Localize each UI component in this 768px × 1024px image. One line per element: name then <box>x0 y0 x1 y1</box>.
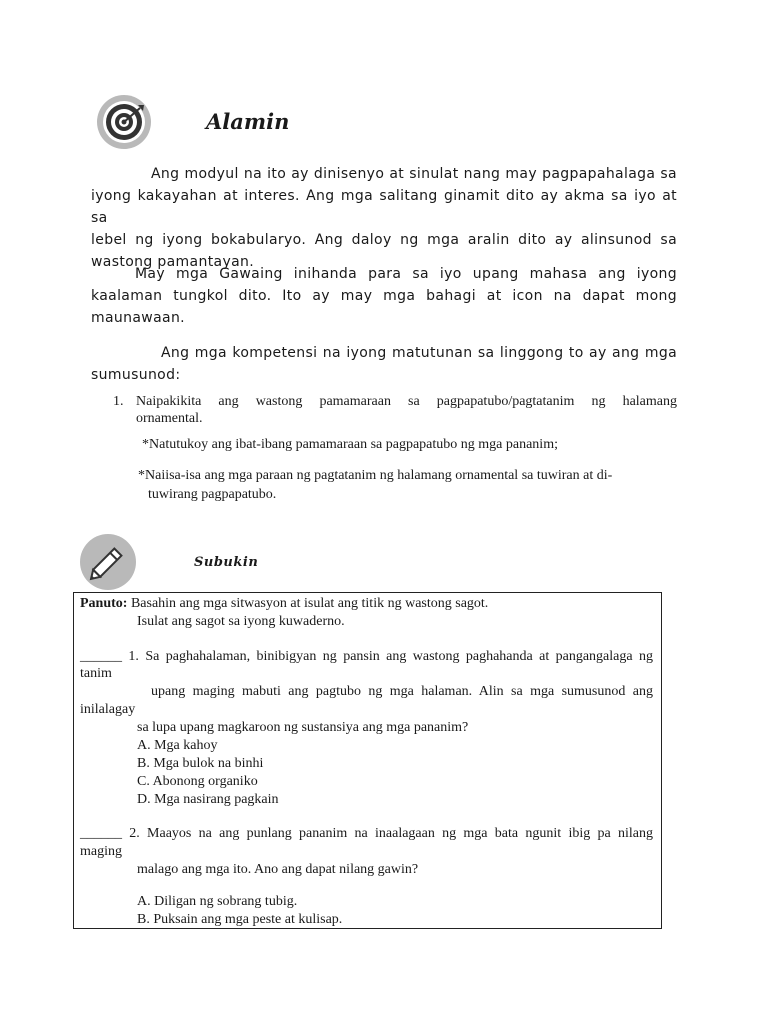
panuto-text: Isulat ang sagot sa iyong kuwaderno. <box>137 614 345 629</box>
question-2-text: ______ 2. Maayos na ang punlang pananim na inaalagaan ng mga bata ngunit ibig pa nilang <box>80 826 653 841</box>
alamin-paragraph-2 <box>91 263 677 329</box>
question-1-text: upang maging mabuti ang pagtubo ng mga halaman. Alin sa mga sumusunod ang <box>151 684 653 699</box>
question-2-text: malago ang mga ito. Ano ang dapat nilang gawin? <box>137 862 419 877</box>
competency-text: Naipakikita ang wastong pamamaraan sa pagpapatubo/pagtatanim ng halamang <box>136 394 677 409</box>
panuto-line <box>80 595 488 613</box>
alamin-paragraph-1 <box>91 163 677 273</box>
competency-sub-item: *Naiisa-isa ang mga paraan ng pagtatanim ng halamang ornamental sa tuwiran at di- <box>138 468 613 483</box>
subukin-title: Subukin <box>194 555 259 570</box>
paragraph-line: Ang mga kompetensi na iyong matutunan sa linggong to ay ang mga <box>161 345 677 361</box>
question-2-text: maging <box>80 844 122 859</box>
paragraph-line: lebel ng iyong bokabularyo. Ang daloy ng mga aralin dito ay alinsunod sa <box>91 232 677 248</box>
paragraph-line: maunawaan. <box>91 310 185 326</box>
paragraph-line: iyong kakayahan at interes. Ang mga salitang ginamit dito ay akma sa iyo at sa <box>91 188 677 226</box>
paragraph-line: wastong pamantayan. <box>91 254 255 270</box>
paragraph-line: sumusunod: <box>91 367 181 383</box>
answer-choice: B. Puksain ang mga peste at kulisap. <box>137 912 343 927</box>
answer-choice: C. Abonong organiko <box>137 774 258 789</box>
paragraph-line: Ang modyul na ito ay dinisenyo at sinulat nang may pagpapahalaga sa <box>151 166 677 182</box>
competency-number: 1. <box>113 394 124 409</box>
question-1-text: tanim <box>80 666 112 681</box>
competency-sub-item: *Natutukoy ang ibat-ibang pamamaraan sa pagpapatubo ng mga pananim; <box>142 437 558 452</box>
competency-sub-item: tuwirang pagpapatubo. <box>148 487 277 502</box>
question-1-text: sa lupa upang magkaroon ng sustansiya ang mga pananim? <box>137 720 469 735</box>
question-1-text: ______ 1. Sa paghahalaman, binibigyan ng pansin ang wastong paghahanda at pangangalaga ng <box>80 649 653 664</box>
answer-choice: B. Mga bulok na binhi <box>137 756 264 771</box>
alamin-title: Alamin <box>206 109 290 134</box>
question-1-text: inilalagay <box>80 702 136 717</box>
competency-text: ornamental. <box>136 411 203 426</box>
answer-choice: A. Diligan ng sobrang tubig. <box>137 894 298 909</box>
paragraph-line: May mga Gawaing inihanda para sa iyo upang mahasa ang iyong <box>135 266 677 282</box>
alamin-paragraph-3 <box>91 342 677 386</box>
subukin-test-box <box>73 592 662 929</box>
answer-choice: D. Mga nasirang pagkain <box>137 792 279 807</box>
panuto-text: Basahin ang mga sitwasyon at isulat ang titik ng wastong sagot. <box>130 596 489 611</box>
pencil-icon <box>80 534 136 590</box>
answer-choice: A. Mga kahoy <box>137 738 218 753</box>
panuto-label: Panuto: <box>80 596 128 611</box>
target-icon <box>97 95 151 149</box>
paragraph-line: kaalaman tungkol dito. Ito ay may mga bahagi at icon na dapat mong <box>91 288 677 304</box>
